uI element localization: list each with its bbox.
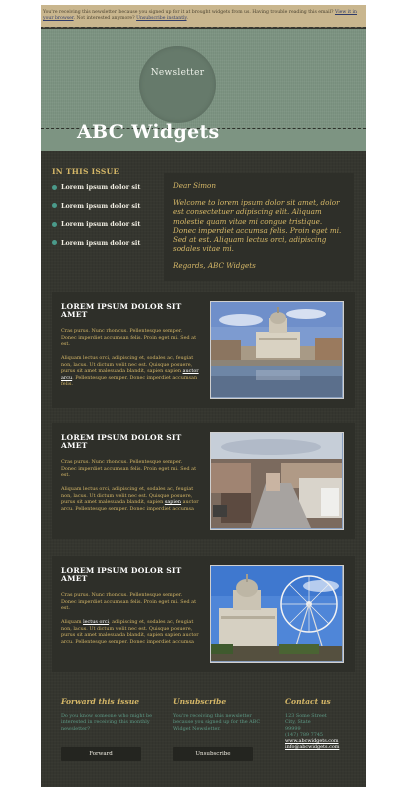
letter-greeting: Dear Simon [173,181,217,190]
issue-item[interactable]: Lorem ipsum dolor sit [52,220,140,239]
article-inline-link[interactable]: sapien [164,499,182,506]
article-paragraph-1: Cras purus. Nunc rhoncus. Pellentesque semper. Donec imperdiet accumsan felis. Proin eget mi. Sed at est. [61,328,197,348]
article-photo [210,301,344,399]
contact-website-link[interactable]: www.abcwidgets.com [285,738,339,745]
preheader-text-2: Not interested anymore? [76,16,135,21]
article-paragraph-1: Cras purus. Nunc rhoncus. Pellentesque semper. Donec imperdiet accumsan felis. Proin eget mi. Sed at est. [61,459,197,479]
preheader-bar: You're receiving this newsletter because you signed up for it at brought widgets from us. Having trouble reading this email? View it in your browser. Not interested anymore? Unsubscribe instantly. [41,5,366,27]
welcome-letter [164,173,354,281]
article-title: LOREM IPSUM DOLOR SIT AMET [61,433,182,451]
contact-address-line: 123 Some Street [285,713,327,719]
unsubscribe-column [173,697,265,757]
contact-column [285,697,366,751]
article-photo [210,432,344,530]
forward-column [61,697,153,757]
article-paragraph-2: Aliquam lectus orci, adipiscing et, sodales ac, feugiat non, lacus. Ut dictum velit nec est. Quisque posuere, purus sit amet malesuada blandit, sapien sapien auctor arcu. Pellentesque semper. Donec imperdiet accumsa [61,619,199,645]
issue-item[interactable]: Lorem ipsum dolor sit [52,202,140,221]
article-title: LOREM IPSUM DOLOR SIT AMET [61,566,182,584]
newsletter-label: Newsletter [150,68,205,78]
unsubscribe-heading: Unsubscribe [173,697,227,706]
brand-title: ABC Widgets [77,121,220,143]
letter-signoff: Regards, ABC Widgets [173,261,256,271]
article-paragraph-1: Cras purus. Nunc rhoncus. Pellentesque semper. Donec imperdiet accumsan felis. Proin eget mi. Sed at est. [61,592,197,612]
issue-list [52,183,140,257]
article-inline-link[interactable]: auctor arcu [61,368,199,381]
issue-item[interactable]: Lorem ipsum dolor sit [52,183,140,202]
issue-item[interactable]: Lorem ipsum dolor sit [52,239,140,258]
article-paragraph-2: Aliquam lectus orci, adipiscing et, sodales ac, feugiat non, lacus. Ut dictum velit nec est. Quisque posuere, purus sit amet malesuada blandit, sapien sapien auctor arcu. Pellentesque semper. Donec imperdiet accumsan felis. [61,355,199,388]
forward-text: Do you know someone who might be interested in receiving this monthly newsletter? [61,713,153,732]
article-photo [210,565,344,663]
view-in-browser-link[interactable]: View it in your browser [43,10,357,21]
footer [52,697,355,777]
in-this-issue-heading: IN THIS ISSUE [52,167,120,176]
article-card-3 [52,556,355,672]
contact-address-line: City, State [285,719,311,726]
newsletter-frame [41,5,366,787]
preheader-text: You're receiving this newsletter because you signed up for it at brought widgets from us. Having trouble reading this email? [43,10,334,15]
letter-body: Welcome to lorem ipsum dolor sit amet, dolor est consectetuer adipiscing elit. Aliquam molestie quam vitae mi congue tristique. Donec imperdiet accumsa felis. Proin eget mi. Sed at est. Aliquam lectus orci, adipiscing sodales vitae mi. [173,198,342,254]
article-title: LOREM IPSUM DOLOR SIT AMET [61,302,182,320]
contact-email-link[interactable]: info@abcwidgets.com [285,744,340,751]
article-inline-link[interactable]: lectus orci [83,619,110,625]
contact-heading: Contact us [285,697,331,706]
article-paragraph-2: Aliquam lectus orci, adipiscing et, sodales ac, feugiat non, lacus. Ut dictum velit nec est. Quisque posuere, purus sit amet malesuada blandit, sapien sapien auctor arcu. Pellentesque semper. Donec imperdiet accumsa [61,486,199,512]
newsletter-circle-badge [139,46,216,123]
unsubscribe-text: You're receiving this newsletter because you signed up for the ABC Widget Newsletter. [173,713,261,732]
unsubscribe-button[interactable]: Unsubscribe [173,747,253,761]
contact-address-line: 99999 [285,725,301,732]
torn-paper-edge [41,25,366,31]
unsubscribe-instantly-link[interactable]: Unsubscribe instantly [136,16,187,21]
article-card-1 [52,292,355,408]
article-card-2 [52,423,355,539]
forward-heading: Forward this issue [61,697,140,706]
contact-phone: (147) 789 7745 [285,731,324,738]
forward-button[interactable]: Forward [61,747,141,761]
